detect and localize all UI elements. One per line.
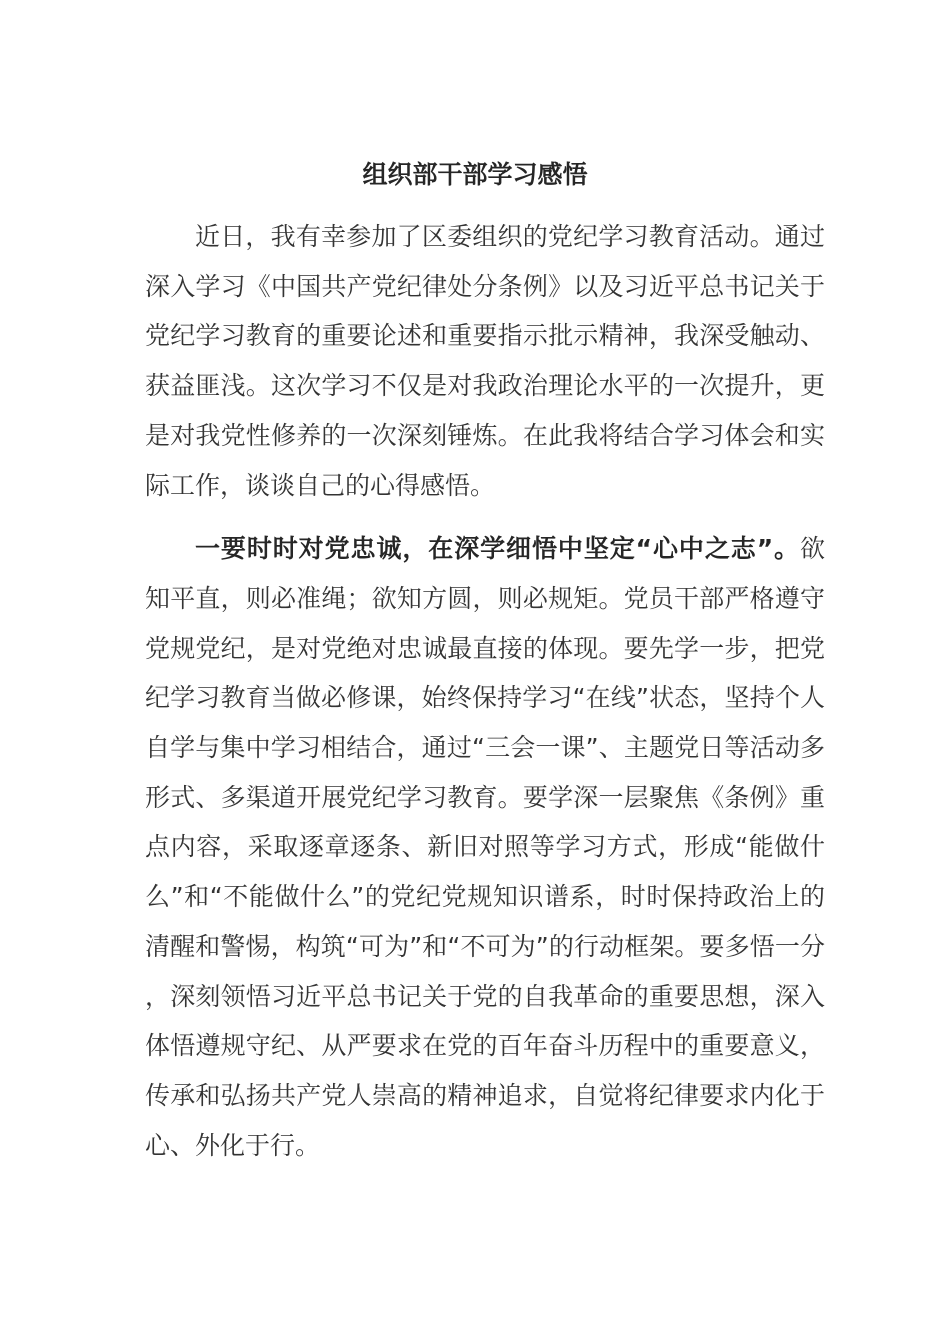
document-body [145, 212, 825, 1170]
paragraph-intro-text: 近日，我有幸参加了区委组织的党纪学习教育活动。通过深入学习《中国共产党纪律处分条例》以及习近平总书记关于党纪学习教育的重要论述和重要指示批示精神，我深受触动、获益匪浅。这次学习不仅是对我政治理论水平的一次提升，更是对我党性修养的一次深刻锤炼。在此我将结合学习体会和实际工作，谈谈自己的心得感悟。 [145, 222, 825, 500]
paragraph-intro [145, 212, 825, 510]
document-title: 组织部干部学习感悟 [362, 160, 588, 189]
paragraph-point-one-text: 欲知平直，则必准绳；欲知方圆，则必规矩。党员干部严格遵守党规党纪，是对党绝对忠诚最直接的体现。要先学一步，把党纪学习教育当做必修课，始终保持学习“在线”状态，坚持个人自学与集中学习相结合，通过“三会一课”、主题党日等活动多形式、多渠道开展党纪学习教育。要学深一层聚焦《条例》重点内容，采取逐章逐条、新旧对照等学习方式，形成“能做什么”和“不能做什么”的党纪党规知识谱系，时时保持政治上的清醒和警惕，构筑“可为”和“不可为”的行动框架。要多悟一分，深刻领悟习近平总书记关于党的自我革命的重要思想，深入体悟遵规守纪、从严要求在党的百年奋斗历程中的重要意义，传承和弘扬共产党人崇高的精神追求，自觉将纪律要求内化于心、外化于行。 [145, 534, 825, 1160]
paragraph-point-one [145, 524, 825, 1170]
paragraph-point-one-heading: 一要时时对党忠诚，在深学细悟中坚定“心中之志”。 [195, 534, 800, 564]
